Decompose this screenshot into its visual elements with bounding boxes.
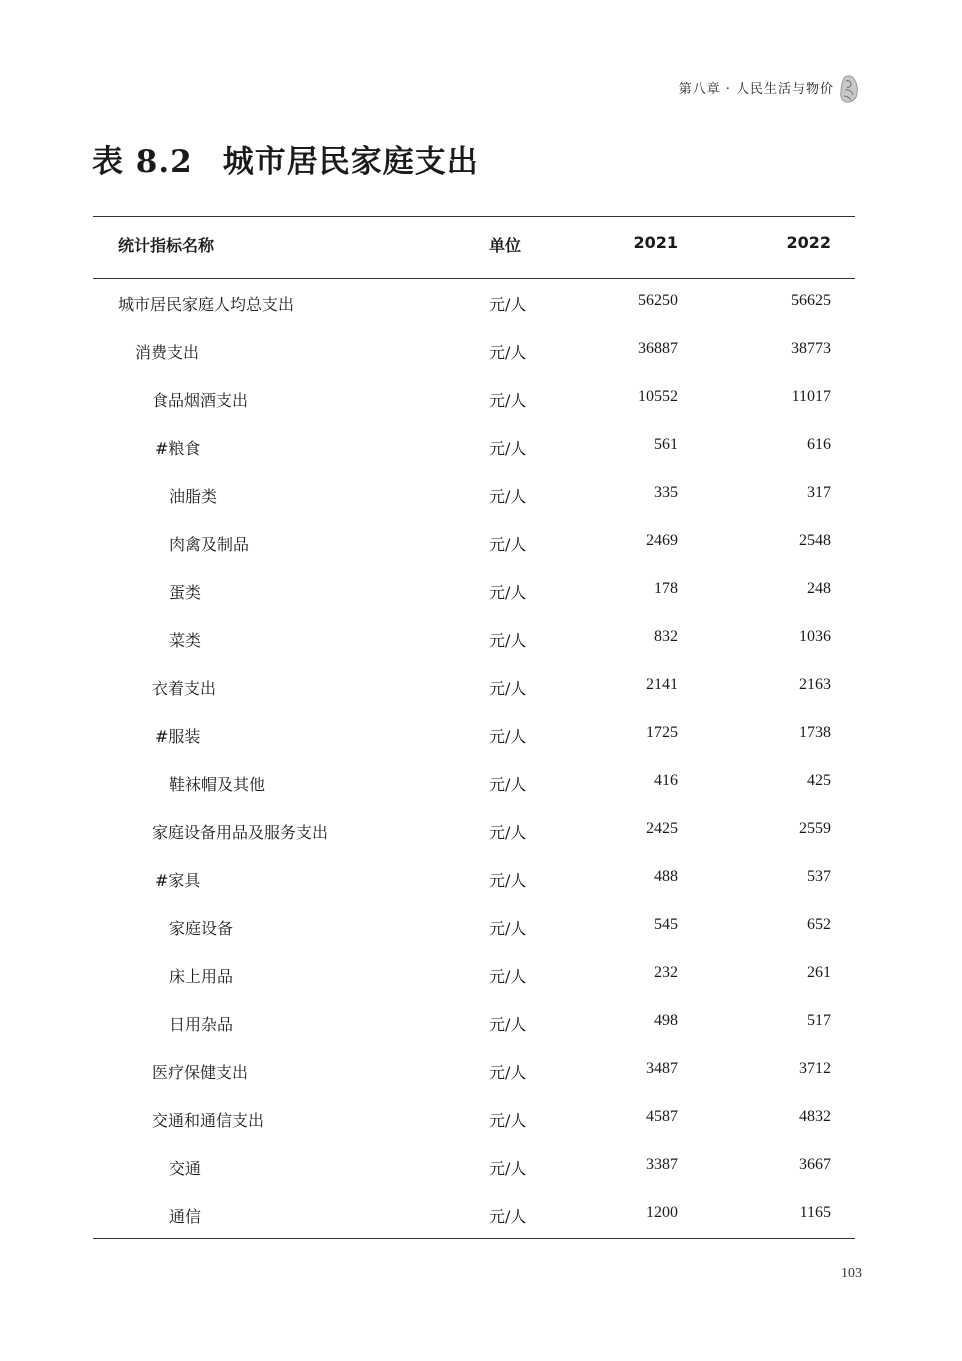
row-value-2021: 545 — [654, 916, 678, 933]
row-unit: 元/人 — [489, 487, 527, 506]
running-header: 第八章 · 人民生活与物价 — [678, 82, 834, 97]
row-name: 日用杂品 — [169, 1015, 234, 1034]
table-row — [0, 1104, 962, 1152]
table-row — [0, 480, 962, 528]
row-value-2022: 3712 — [799, 1060, 831, 1077]
row-name: 家庭设备 — [169, 919, 234, 938]
row-value-2022: 1738 — [799, 724, 831, 741]
row-name: #家具 — [155, 871, 201, 890]
row-value-2021: 4587 — [646, 1108, 678, 1125]
row-unit: 元/人 — [489, 1015, 527, 1034]
row-name: 肉禽及制品 — [169, 535, 250, 554]
row-value-2022: 616 — [807, 436, 831, 453]
row-unit: 元/人 — [489, 391, 527, 410]
row-value-2022: 517 — [807, 1012, 831, 1029]
row-unit: 元/人 — [489, 583, 527, 602]
row-name: #粮食 — [155, 439, 201, 458]
seated-figure-emblem-icon — [838, 74, 860, 104]
row-unit: 元/人 — [489, 775, 527, 794]
table-row — [0, 576, 962, 624]
table-row — [0, 960, 962, 1008]
row-name: 鞋袜帽及其他 — [169, 775, 266, 794]
row-name: 医疗保健支出 — [152, 1063, 249, 1082]
row-unit: 元/人 — [489, 439, 527, 458]
row-value-2021: 36887 — [638, 340, 678, 357]
table-row — [0, 432, 962, 480]
table-row — [0, 1008, 962, 1056]
table-header-rule — [93, 278, 855, 279]
row-value-2021: 561 — [654, 436, 678, 453]
table-row — [0, 336, 962, 384]
row-unit: 元/人 — [489, 919, 527, 938]
row-value-2022: 652 — [807, 916, 831, 933]
row-value-2022: 56625 — [791, 292, 831, 309]
table-title-text: 城市居民家庭支出 — [222, 144, 479, 180]
table-row — [0, 384, 962, 432]
row-unit: 元/人 — [489, 967, 527, 986]
row-value-2021: 2141 — [646, 676, 678, 693]
row-value-2022: 317 — [807, 484, 831, 501]
table-row — [0, 672, 962, 720]
row-name: 菜类 — [169, 631, 202, 650]
row-unit: 元/人 — [489, 1207, 527, 1226]
row-value-2021: 1200 — [646, 1204, 678, 1221]
row-value-2021: 416 — [654, 772, 678, 789]
table-row — [0, 768, 962, 816]
row-value-2021: 10552 — [638, 388, 678, 405]
table-bottom-rule — [93, 1238, 855, 1239]
table-row — [0, 528, 962, 576]
table-row — [0, 1200, 962, 1248]
table-top-rule — [93, 216, 855, 217]
row-unit: 元/人 — [489, 1063, 527, 1082]
row-value-2022: 425 — [807, 772, 831, 789]
column-header-2021: 2021 — [633, 233, 678, 252]
table-body — [0, 288, 962, 1248]
row-value-2021: 2425 — [646, 820, 678, 837]
table-row — [0, 1056, 962, 1104]
row-value-2021: 56250 — [638, 292, 678, 309]
row-value-2022: 1165 — [799, 1204, 831, 1221]
table-row — [0, 912, 962, 960]
row-unit: 元/人 — [489, 727, 527, 746]
row-value-2021: 335 — [654, 484, 678, 501]
table-row — [0, 864, 962, 912]
row-unit: 元/人 — [489, 295, 527, 314]
row-unit: 元/人 — [489, 871, 527, 890]
row-unit: 元/人 — [489, 679, 527, 698]
row-value-2021: 488 — [654, 868, 678, 885]
row-unit: 元/人 — [489, 1111, 527, 1130]
column-header-2022: 2022 — [786, 233, 831, 252]
column-header-unit: 单位 — [489, 236, 522, 255]
table-row — [0, 624, 962, 672]
table-row — [0, 288, 962, 336]
row-value-2021: 832 — [654, 628, 678, 645]
row-name: 交通 — [169, 1159, 202, 1178]
table-row — [0, 1152, 962, 1200]
row-name: 衣着支出 — [152, 679, 217, 698]
row-value-2022: 2559 — [799, 820, 831, 837]
row-value-2022: 1036 — [799, 628, 831, 645]
row-unit: 元/人 — [489, 823, 527, 842]
row-value-2021: 498 — [654, 1012, 678, 1029]
row-unit: 元/人 — [489, 535, 527, 554]
row-name: 城市居民家庭人均总支出 — [118, 295, 295, 314]
table-row — [0, 816, 962, 864]
page-number: 103 — [841, 1266, 862, 1281]
table-header-row — [0, 233, 962, 261]
row-value-2021: 2469 — [646, 532, 678, 549]
row-name: 床上用品 — [169, 967, 234, 986]
table-row — [0, 720, 962, 768]
row-value-2022: 2163 — [799, 676, 831, 693]
row-name: 通信 — [169, 1207, 202, 1226]
row-value-2021: 3387 — [646, 1156, 678, 1173]
row-value-2021: 232 — [654, 964, 678, 981]
row-value-2022: 38773 — [791, 340, 831, 357]
row-value-2022: 261 — [807, 964, 831, 981]
table-title — [92, 136, 479, 181]
row-value-2022: 4832 — [799, 1108, 831, 1125]
row-unit: 元/人 — [489, 1159, 527, 1178]
row-name: 家庭设备用品及服务支出 — [152, 823, 329, 842]
row-value-2021: 178 — [654, 580, 678, 597]
row-value-2021: 1725 — [646, 724, 678, 741]
row-name: #服装 — [155, 727, 201, 746]
column-header-name: 统计指标名称 — [118, 236, 215, 255]
row-name: 油脂类 — [169, 487, 218, 506]
row-value-2022: 2548 — [799, 532, 831, 549]
table-number: 表 8.2 — [92, 144, 193, 180]
row-name: 蛋类 — [169, 583, 202, 602]
row-value-2022: 11017 — [791, 388, 831, 405]
row-name: 食品烟酒支出 — [152, 391, 249, 410]
row-name: 交通和通信支出 — [152, 1111, 265, 1130]
row-value-2022: 537 — [807, 868, 831, 885]
row-unit: 元/人 — [489, 631, 527, 650]
row-value-2021: 3487 — [646, 1060, 678, 1077]
row-value-2022: 3667 — [799, 1156, 831, 1173]
row-unit: 元/人 — [489, 343, 527, 362]
row-value-2022: 248 — [807, 580, 831, 597]
row-name: 消费支出 — [135, 343, 200, 362]
